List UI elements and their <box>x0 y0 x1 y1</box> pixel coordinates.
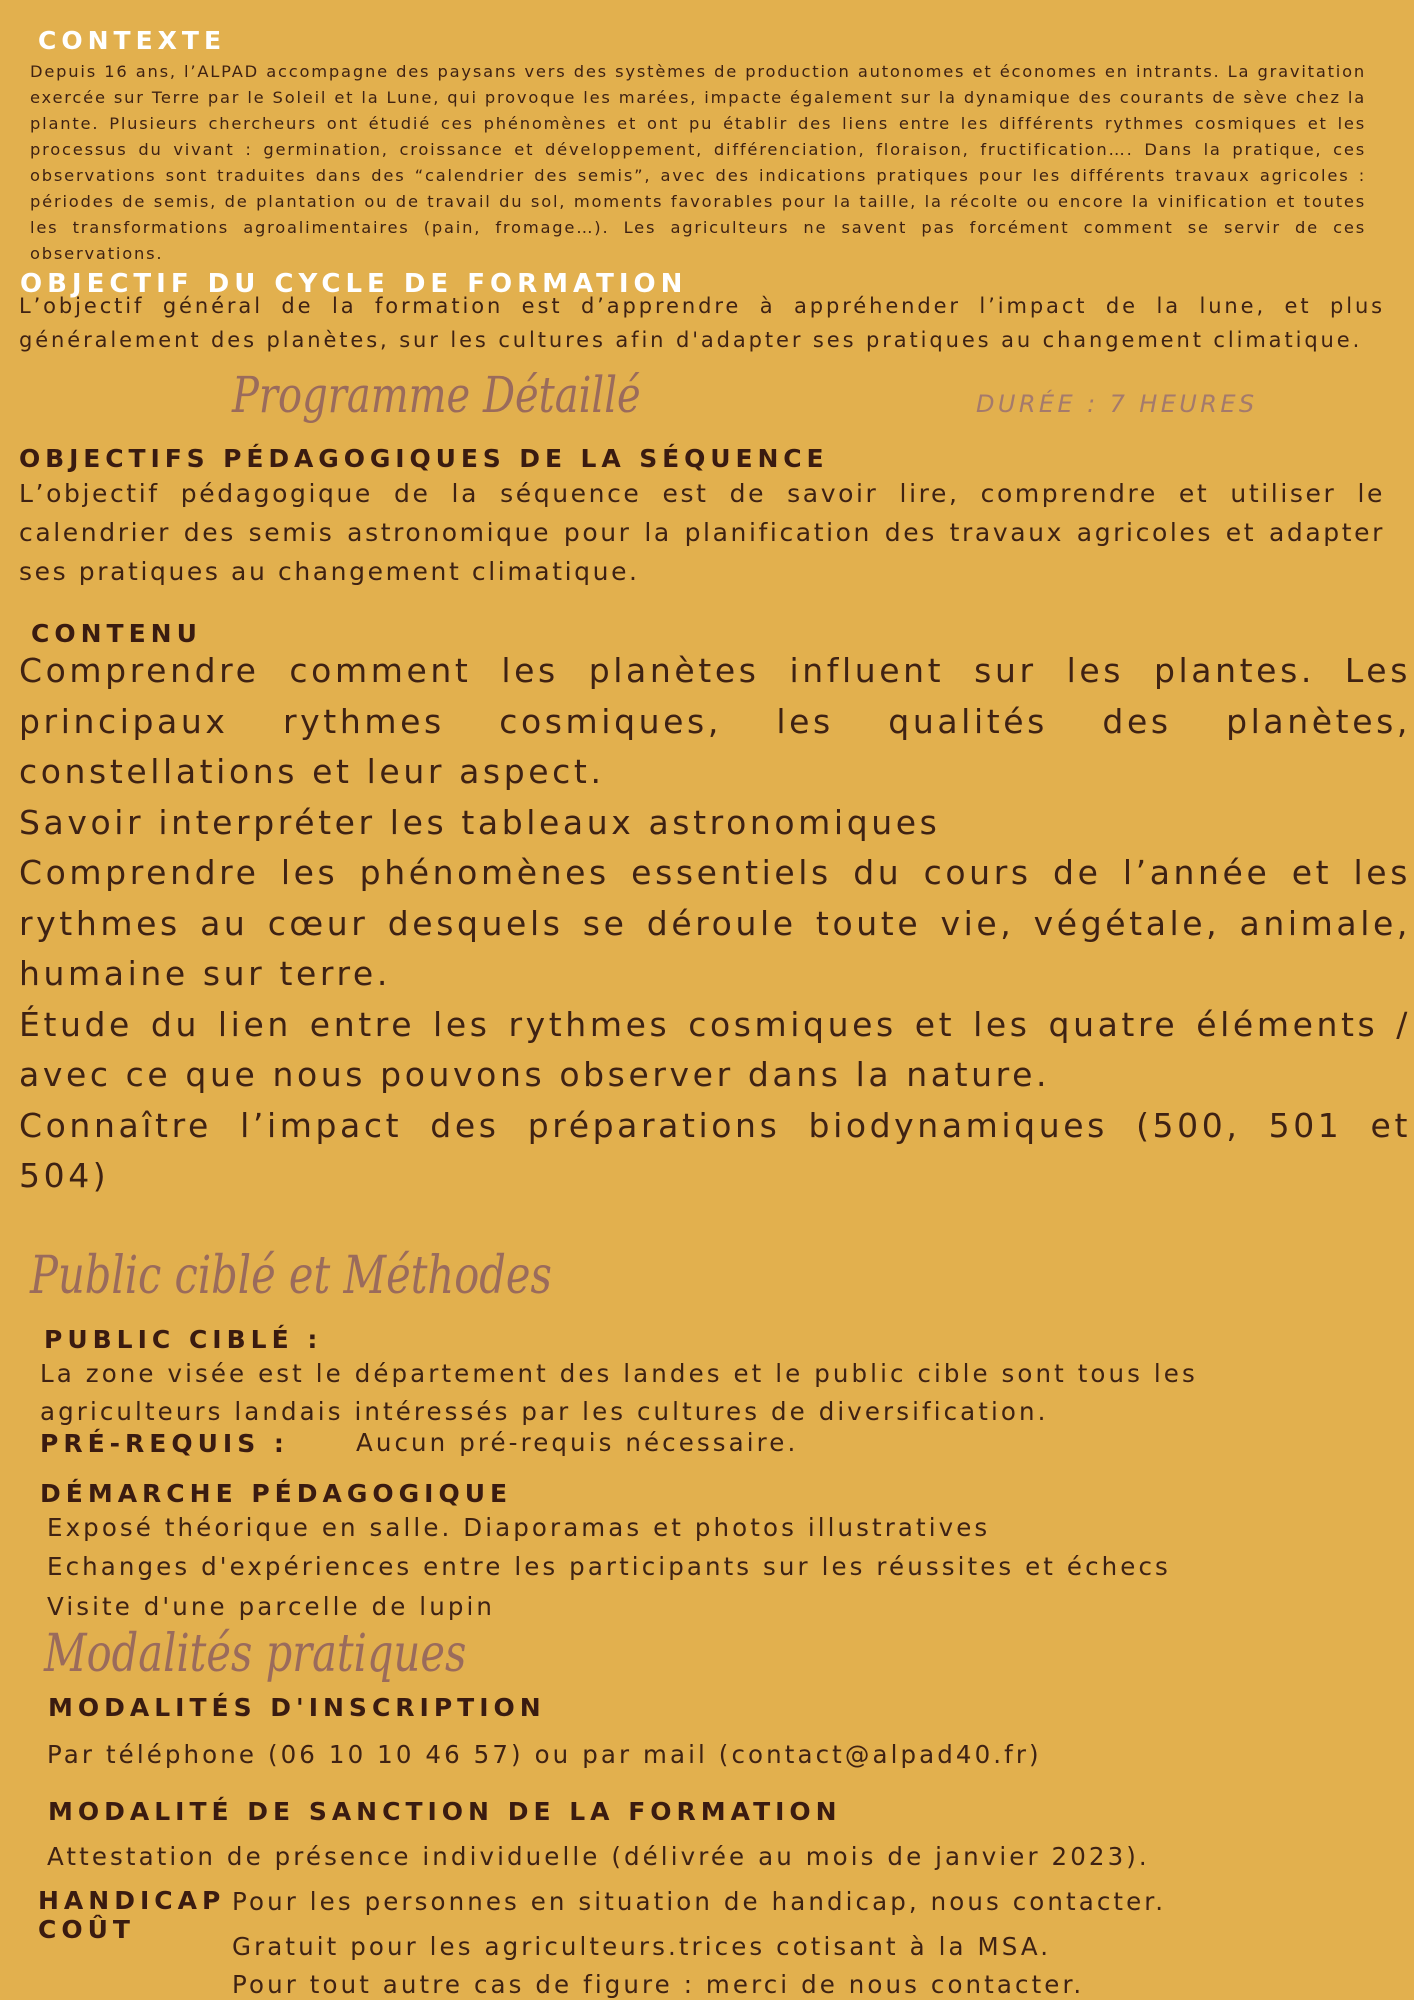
contenu-heading: CONTENU <box>31 619 202 648</box>
contexte-heading: CONTEXTE <box>38 26 227 55</box>
objectifs-pedagogiques-heading: OBJECTIFS PÉDAGOGIQUES DE LA SÉQUENCE <box>19 444 829 473</box>
contenu-item: Comprendre comment les planètes influent sur les plantes. Les principaux rythmes cosmiques, les qualités des planètes, constellations et leur aspect. <box>19 651 1411 791</box>
inscription-text: Par téléphone (06 10 10 46 57) ou par mail (contact@alpad40.fr) <box>47 1740 1042 1769</box>
public-methodes-title: Public ciblé et Méthodes <box>30 1246 552 1306</box>
handicap-label: HANDICAP <box>38 1886 226 1915</box>
objectif-cycle-heading: OBJECTIF DU CYCLE DE FORMATION <box>20 269 688 299</box>
demarche-item: Echanges d'expériences entre les participants sur les réussites et échecs <box>47 1552 1171 1581</box>
contenu-item: Comprendre les phénomènes essentiels du cours de l’année et les rythmes au cœur desquels se déroule toute vie, végétale, animale, humaine sur terre. <box>19 853 1411 993</box>
contenu-list <box>19 646 1411 1202</box>
programme-title: Programme Détaillé <box>232 366 641 424</box>
public-cible-text-1: La zone visée est le département des landes et le public cible sont tous les <box>40 1359 1198 1388</box>
inscription-label: MODALITÉS D'INSCRIPTION <box>48 1693 546 1722</box>
handicap-text: Pour les personnes en situation de handicap, nous contacter. <box>232 1887 1167 1916</box>
objectif-cycle-paragraph: L’objectif général de la formation est d’apprendre à appréhender l’impact de la lune, et plus généralement des planètes, sur les cultures afin d'adapter ses pratiques au changement climatique. <box>19 294 1385 352</box>
contenu-item: Étude du lien entre les rythmes cosmiques et les quatre éléments / avec ce que nous pouvons observer dans la nature. <box>19 1004 1411 1094</box>
public-cible-text-2: agriculteurs landais intéressés par les cultures de diversification. <box>40 1397 1049 1426</box>
contenu-item: Savoir interpréter les tableaux astronomiques <box>19 802 941 842</box>
modalites-title: Modalités pratiques <box>44 1624 467 1684</box>
cout-text-1: Gratuit pour les agriculteurs.trices cotisant à la MSA. <box>232 1932 1052 1961</box>
sanction-label: MODALITÉ DE SANCTION DE LA FORMATION <box>48 1797 842 1826</box>
demarche-item: Visite d'une parcelle de lupin <box>47 1592 496 1621</box>
contenu-item: Connaître l’impact des préparations biodynamiques (500, 501 et 504) <box>19 1105 1411 1195</box>
duree-label: DURÉE : 7 HEURES <box>976 390 1258 418</box>
cout-label: COÛT <box>38 1915 135 1944</box>
prerequis-text: Aucun pré-requis nécessaire. <box>356 1428 799 1457</box>
sanction-text: Attestation de présence individuelle (délivrée au mois de janvier 2023). <box>47 1842 1150 1871</box>
objectifs-pedagogiques-paragraph: L’objectif pédagogique de la séquence est de savoir lire, comprendre et utiliser le calendrier des semis astronomique pour la planification des travaux agricoles et adapter ses pratiques au changement climatique. <box>19 479 1385 586</box>
contexte-paragraph: Depuis 16 ans, l’ALPAD accompagne des paysans vers des systèmes de production autonomes et économes en intrants. La gravitation exercée sur Terre par le Soleil et la Lune, qui provoque les marées, impacte également sur la dynamique des courants de sève chez la plante. Plusieurs chercheurs ont étudié ces phénomènes et ont pu établir des liens entre les différents rythmes cosmiques et les processus du vivant : germination, croissance et développement, différenciation, floraison, fructification…. Dans la pratique, ces observations sont traduites dans des “calendrier des semis”, avec des indications pratiques pour les différents travaux agricoles : périodes de semis, de plantation ou de travail du sol, moments favorables pour la taille, la récolte ou encore la vinification et toutes les transformations agroalimentaires (pain, fromage…). Les agriculteurs ne savent pas forcément comment se servir de ces observations. <box>30 62 1366 263</box>
cout-text-2: Pour tout autre cas de figure : merci de nous contacter. <box>232 1970 1085 1999</box>
public-cible-label: PUBLIC CIBLÉ : <box>44 1325 323 1354</box>
demarche-label: DÉMARCHE PÉDAGOGIQUE <box>40 1479 513 1508</box>
demarche-item: Exposé théorique en salle. Diaporamas et photos illustratives <box>47 1513 991 1542</box>
prerequis-label: PRÉ-REQUIS : <box>40 1429 289 1458</box>
